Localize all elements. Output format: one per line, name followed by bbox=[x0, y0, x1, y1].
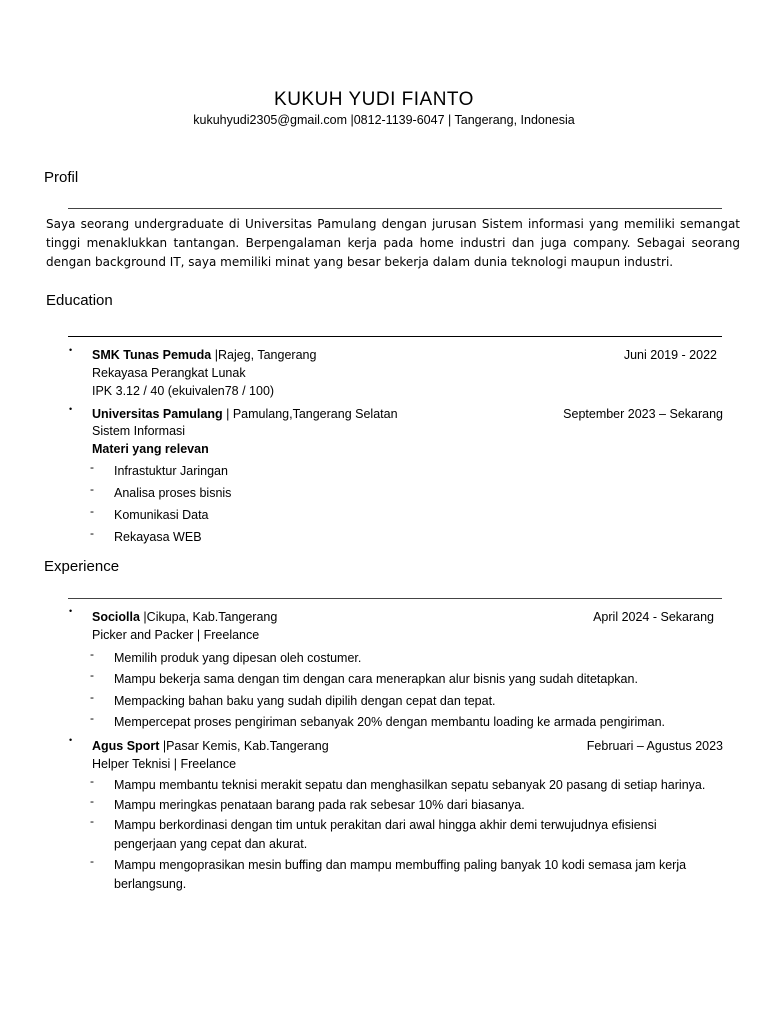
experience-entry bbox=[92, 739, 329, 753]
bullet-icon: • bbox=[69, 404, 73, 414]
education-major: Sistem Informasi bbox=[92, 424, 186, 438]
dash-icon: - bbox=[90, 794, 94, 808]
education-date: September 2023 – Sekarang bbox=[563, 407, 723, 421]
bullet-icon: • bbox=[69, 606, 73, 616]
dash-icon: - bbox=[90, 647, 94, 661]
dash-icon: - bbox=[90, 711, 94, 725]
school-location: | Pamulang,Tangerang Selatan bbox=[226, 407, 398, 421]
section-divider bbox=[68, 208, 722, 209]
dash-icon: - bbox=[90, 504, 94, 518]
section-title-experience: Experience bbox=[44, 558, 120, 575]
education-gpa: IPK 3.12 / 40 (ekuivalen78 / 100) bbox=[92, 384, 275, 398]
contact-line: kukuhyudi2305@gmail.com |0812-1139-6047 | Tangerang, Indonesia bbox=[193, 113, 575, 127]
company-name: Sociolla bbox=[92, 610, 140, 624]
dash-icon: - bbox=[90, 774, 94, 788]
dash-icon: - bbox=[90, 854, 94, 868]
school-location: |Rajeg, Tangerang bbox=[214, 348, 317, 362]
section-divider bbox=[68, 336, 722, 337]
duty-item: Mempacking bahan baku yang sudah dipilih dengan cepat dan tepat. bbox=[114, 694, 496, 708]
education-date: Juni 2019 - 2022 bbox=[623, 348, 717, 362]
dash-icon: - bbox=[90, 668, 94, 682]
duty-item: Mampu bekerja sama dengan tim dengan cara menerapkan alur bisnis yang sudah ditetapkan. bbox=[114, 672, 638, 686]
dash-icon: - bbox=[90, 814, 94, 828]
resume-name: KUKUH YUDI FIANTO bbox=[274, 89, 474, 110]
dash-icon: - bbox=[90, 482, 94, 496]
course-item: Analisa proses bisnis bbox=[114, 486, 232, 500]
duty-item: Mampu membantu teknisi merakit sepatu dan menghasilkan sepatu sebanyak 20 pasang di setiap harinya. bbox=[114, 778, 706, 792]
company-name: Agus Sport bbox=[92, 739, 160, 753]
experience-role: Helper Teknisi | Freelance bbox=[92, 757, 237, 771]
company-location: |Cikupa, Kab.Tangerang bbox=[143, 610, 278, 624]
section-divider bbox=[68, 598, 722, 599]
dash-icon: - bbox=[90, 460, 94, 474]
education-major: Rekayasa Perangkat Lunak bbox=[92, 366, 246, 380]
experience-entry bbox=[92, 610, 277, 624]
bullet-icon: • bbox=[69, 345, 73, 355]
relevant-courses-heading: Materi yang relevan bbox=[92, 442, 209, 456]
course-item: Rekayasa WEB bbox=[114, 530, 202, 544]
school-name: Universitas Pamulang bbox=[92, 407, 223, 421]
duty-item: Mampu mengoprasikan mesin buffing dan mampu membuffing paling banyak 10 kodi semasa jam kerja bbox=[114, 858, 687, 872]
company-location: |Pasar Kemis, Kab.Tangerang bbox=[162, 739, 329, 753]
education-entry bbox=[92, 348, 316, 362]
course-item: Infrastuktur Jaringan bbox=[114, 464, 228, 478]
experience-date: April 2024 - Sekarang bbox=[593, 610, 714, 624]
duty-item-continuation: pengerjaan yang cepat dan akurat. bbox=[114, 837, 308, 851]
duty-item-continuation: berlangsung. bbox=[114, 877, 187, 891]
duty-item: Mampu meringkas penataan barang pada rak sebesar 10% dari biasanya. bbox=[114, 798, 525, 812]
dash-icon: - bbox=[90, 526, 94, 540]
bullet-icon: • bbox=[69, 735, 73, 745]
section-title-education: Education bbox=[46, 292, 113, 309]
dash-icon: - bbox=[90, 690, 94, 704]
school-name: SMK Tunas Pemuda bbox=[92, 348, 212, 362]
education-entry bbox=[92, 407, 398, 421]
duty-item: Mampu berkordinasi dengan tim untuk perakitan dari awal hingga akhir demi terwujudnya efisiensi bbox=[114, 818, 657, 832]
section-title-profil: Profil bbox=[44, 169, 79, 186]
experience-role: Picker and Packer | Freelance bbox=[92, 628, 260, 642]
profile-paragraph: Saya seorang undergraduate di Universitas Pamulang dengan jurusan Sistem informasi yang memiliki semangat tinggi menaklukkan tantangan. Berpengalaman kerja pada home industri dan juga company. Sebagai seorang dengan background IT, saya memiliki minat yang besar bekerja dalam dunia teknologi maupun industri. bbox=[46, 217, 740, 269]
experience-date: Februari – Agustus 2023 bbox=[586, 739, 723, 753]
duty-item: Mempercepat proses pengiriman sebanyak 20% dengan membantu loading ke armada pengiriman. bbox=[114, 715, 666, 729]
course-item: Komunikasi Data bbox=[114, 508, 209, 522]
duty-item: Memilih produk yang dipesan oleh costumer. bbox=[114, 651, 362, 665]
